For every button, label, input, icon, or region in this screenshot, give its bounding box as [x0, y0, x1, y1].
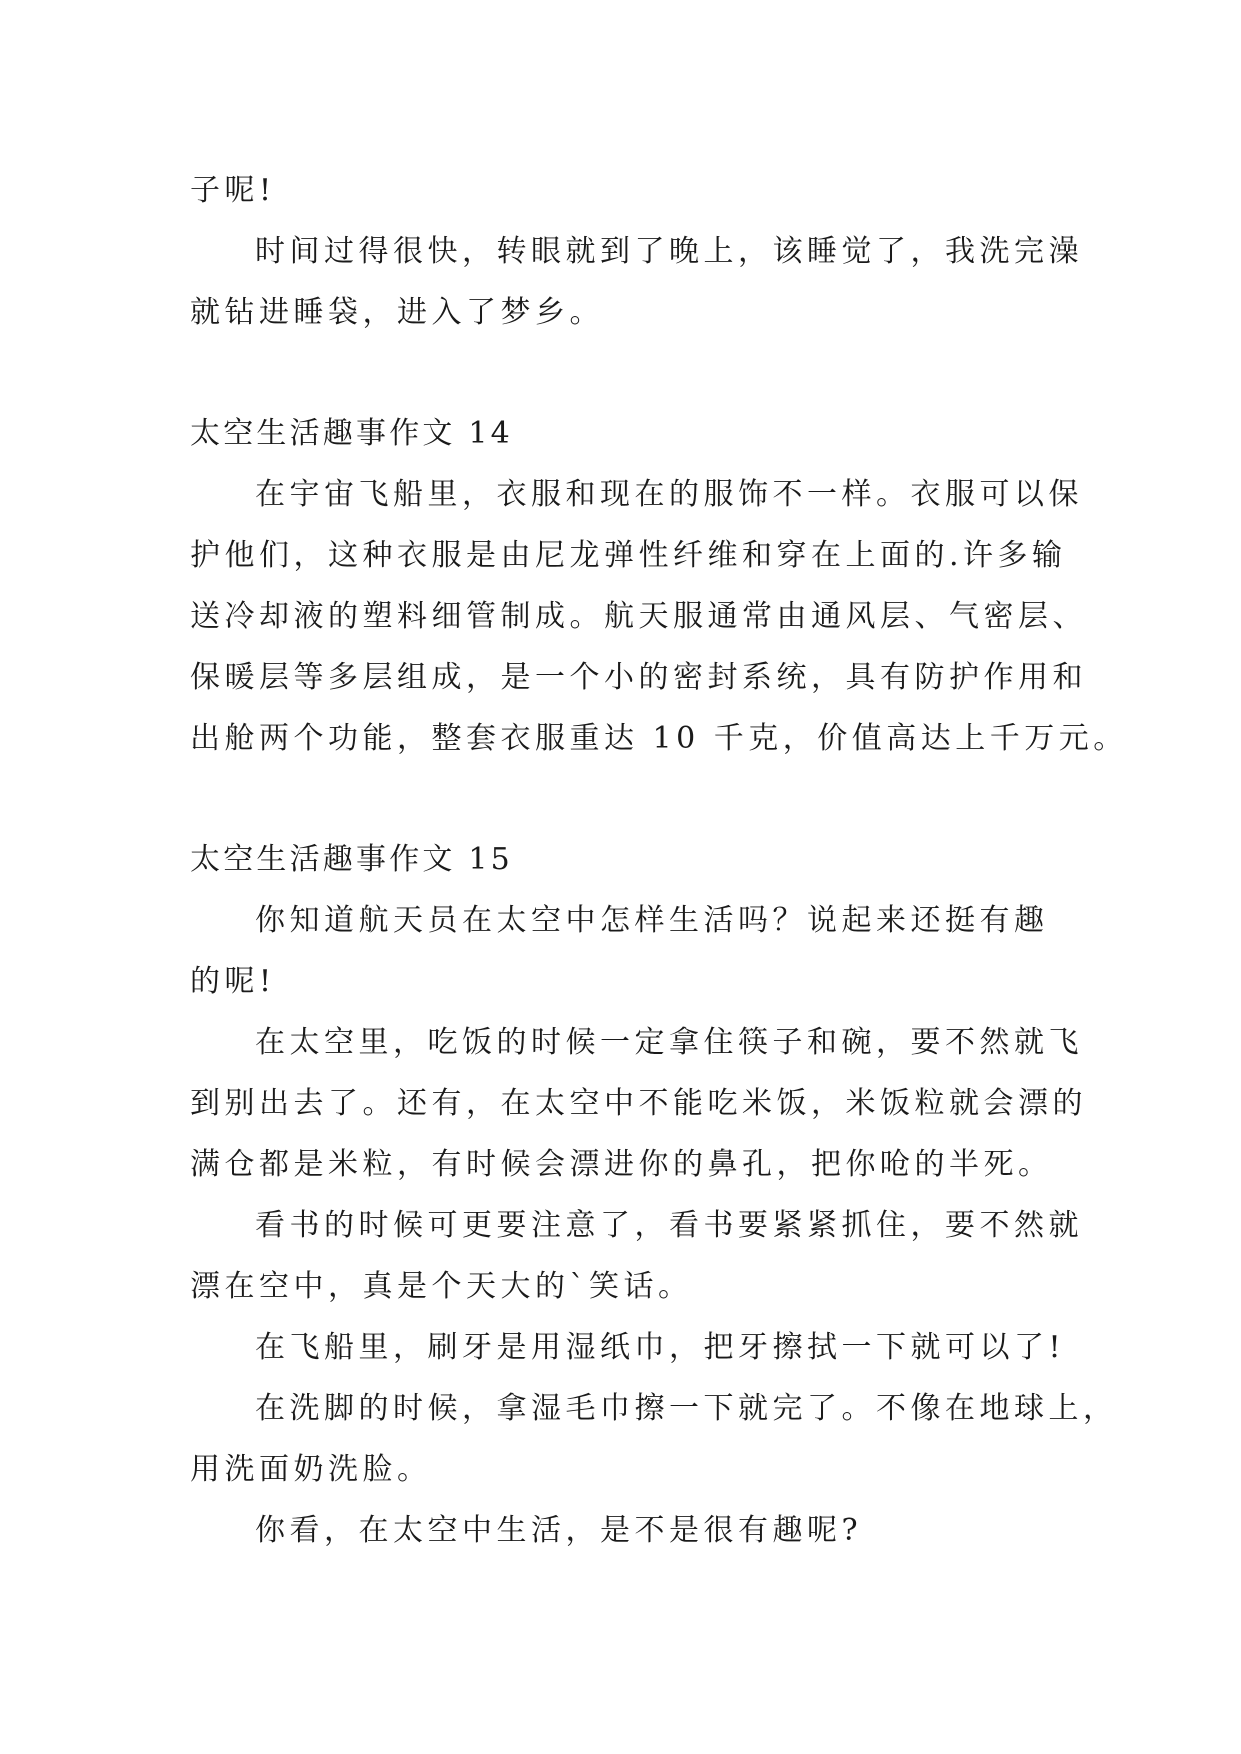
- document-body: [190, 160, 1128, 1561]
- paragraph-line: 子呢!: [190, 173, 276, 208]
- paragraph-line: 看书的时候可更要注意了，看书要紧紧抓住，要不然就: [255, 1208, 1083, 1243]
- paragraph-line: 到别出去了。还有，在太空中不能吃米饭，米饭粒就会漂的: [190, 1086, 1087, 1121]
- section-heading: 太空生活趣事作文 14: [190, 416, 513, 451]
- paragraph-line: 漂在空中，真是个天大的`笑话。: [190, 1269, 693, 1304]
- paragraph-line: 送冷却液的塑料细管制成。航天服通常由通风层、气密层、: [190, 599, 1087, 634]
- paragraph-line: 护他们，这种衣服是由尼龙弹性纤维和穿在上面的.许多输: [190, 538, 1067, 573]
- section-heading: 太空生活趣事作文 15: [190, 842, 513, 877]
- paragraph-line: 你知道航天员在太空中怎样生活吗？说起来还挺有趣: [255, 903, 1049, 938]
- section-essay-14: [190, 403, 1128, 769]
- paragraph-line: 你看，在太空中生活，是不是很有趣呢?: [255, 1513, 863, 1548]
- paragraph-line: 时间过得很快，转眼就到了晚上，该睡觉了，我洗完澡: [255, 234, 1083, 269]
- paragraph-line: 就钻进睡袋，进入了梦乡。: [190, 295, 604, 330]
- section-gap: [190, 769, 1060, 829]
- paragraph-line: 在洗脚的时候，拿湿毛巾擦一下就完了。不像在地球上，: [255, 1391, 1118, 1426]
- paragraph-line: 在太空里，吃饭的时候一定拿住筷子和碗，要不然就飞: [255, 1025, 1083, 1060]
- paragraph-line: 的呢!: [190, 964, 276, 999]
- paragraph-line: 出舱两个功能，整套衣服重达 10 千克，价值高达上千万元。: [190, 721, 1128, 756]
- section-gap: [190, 343, 1060, 403]
- section-essay-15: [190, 829, 1118, 1561]
- paragraph-line: 满仓都是米粒，有时候会漂进你的鼻孔，把你呛的半死。: [190, 1147, 1053, 1182]
- paragraph-line: 在宇宙飞船里，衣服和现在的服饰不一样。衣服可以保: [255, 477, 1083, 512]
- section-continuation: [190, 160, 1083, 343]
- paragraph-line: 用洗面奶洗脸。: [190, 1452, 432, 1487]
- paragraph-line: 保暖层等多层组成，是一个小的密封系统，具有防护作用和: [190, 660, 1087, 695]
- paragraph-line: 在飞船里，刷牙是用湿纸巾，把牙擦拭一下就可以了!: [255, 1330, 1066, 1365]
